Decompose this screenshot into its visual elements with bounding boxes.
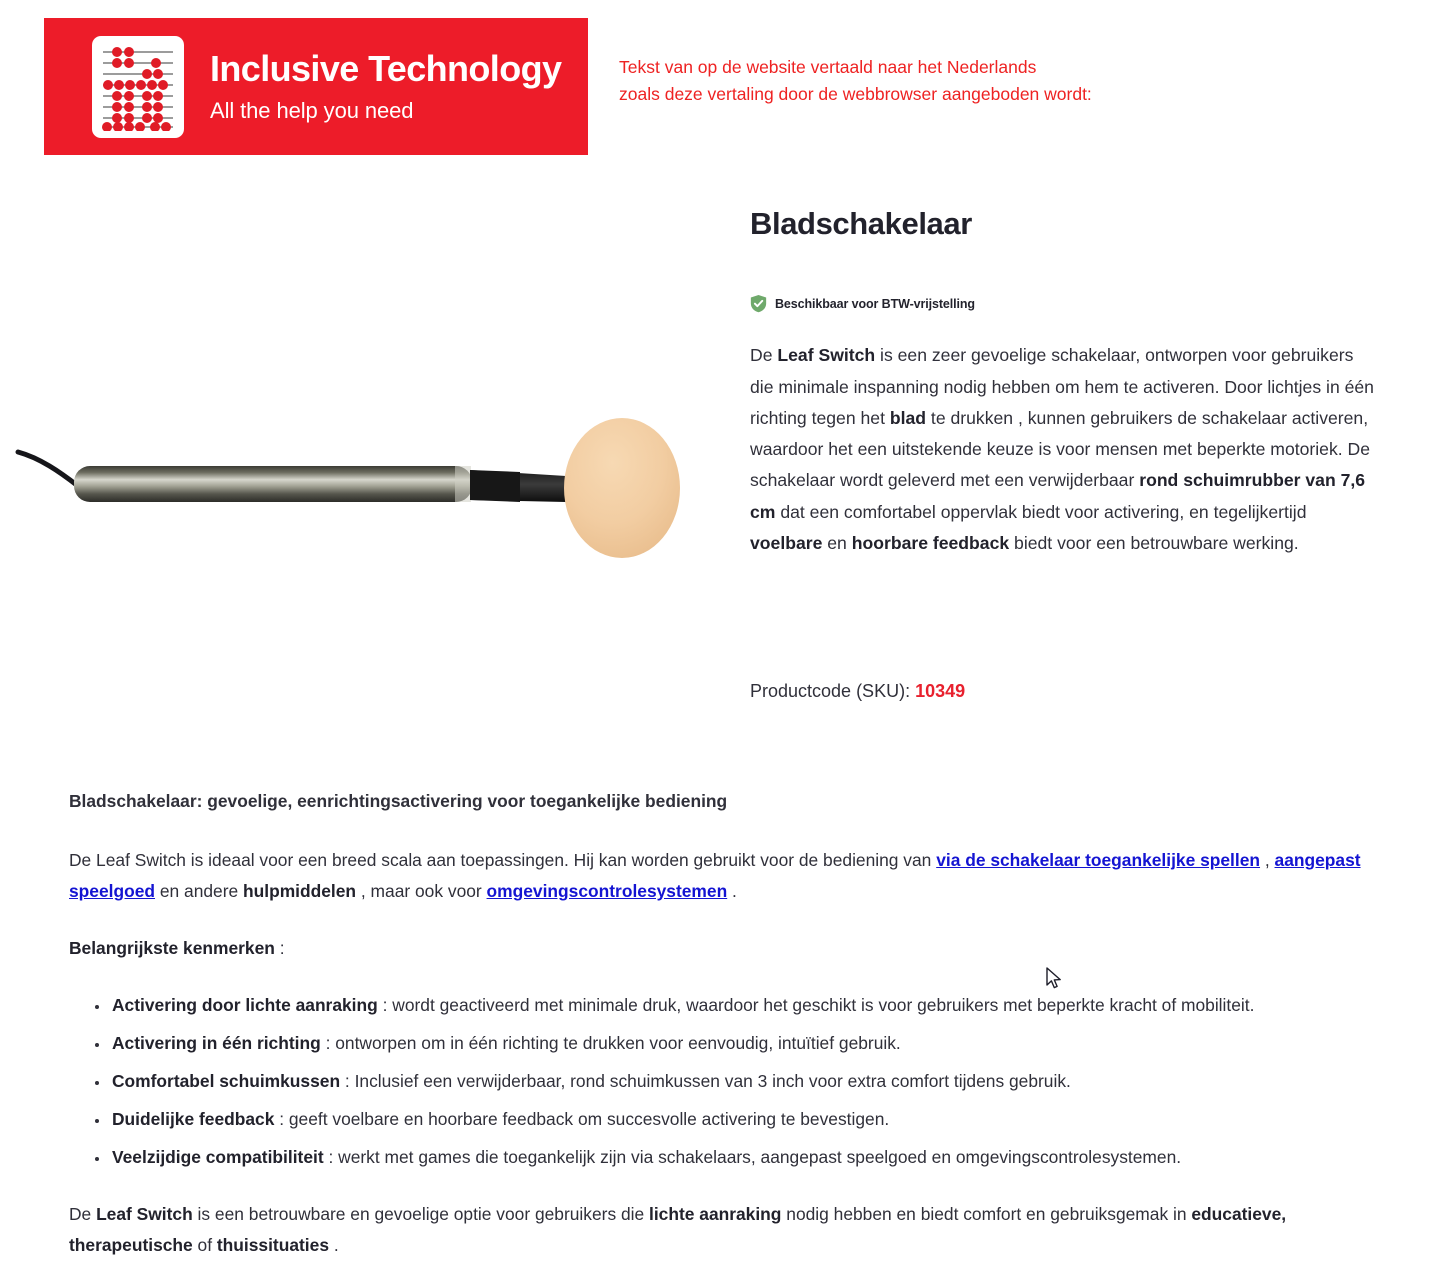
outro-bold-3: educatieve, therapeutische [69,1203,1287,1255]
intro-seg-4: , maar ook voor [356,880,487,901]
desc-seg-6: biedt voor een betrouwbare werking. [1009,533,1299,554]
desc-seg-4: dat een comfortabel oppervlak biedt voor activering, en tegelijkertijd [775,501,1307,522]
outro-seg-2: is een betrouwbare en gevoelige optie voor gebruikers die [192,1203,650,1224]
desc-bold-3: rond schuimrubber van 7,6 cm [750,470,1366,522]
logo-wordmark [210,48,562,123]
intro-seg-3: en andere [155,880,244,901]
product-sku [750,681,965,702]
article-outro-paragraph [69,1199,1414,1261]
feature-term: Activering door lichte aanraking [112,994,378,1015]
feature-desc: : werkt met games die toegankelijk zijn via schakelaars, aangepast speelgoed en omgevingscontrolesystemen. [323,1146,1182,1167]
features-heading-suffix: : [274,937,285,958]
product-long-description [69,786,1414,1287]
translation-note-line-2: zoals deze vertaling door de webbrowser aangeboden wordt: [619,84,1092,105]
desc-bold-1: Leaf Switch [777,345,876,366]
status-badge-label: Beschikbaar voor BTW-vrijstelling [775,296,975,311]
sku-label: Productcode (SKU): [750,681,911,701]
feature-desc: : wordt geactiveerd met minimale druk, waardoor het geschikt is voor gebruikers met beperkte kracht of mobiliteit. [377,994,1255,1015]
desc-seg-2: is een zeer gevoelige schakelaar, ontworpen voor gebruikers die minimale inspanning nodig hebben om hem te activeren. Door lichtjes in één richting tegen het [750,345,1374,428]
feature-list [69,990,1414,1173]
intro-seg-1: De Leaf Switch is ideaal voor een breed scala aan toepassingen. Hij kan worden gebruikt voor de bediening van [69,849,937,870]
list-item [110,990,1414,1021]
features-heading [69,933,1414,964]
desc-seg-1: De [750,345,778,366]
outro-bold-2: lichte aanraking [649,1203,782,1224]
logo-title: Inclusive Technology [210,48,562,89]
outro-bold-4: thuissituaties [216,1234,329,1255]
link-adapted-toys[interactable]: aangepast speelgoed [69,849,1361,901]
intro-bold-1: hulpmiddelen [243,880,357,901]
outro-seg-3: nodig hebben en biedt comfort en gebruiksgemak in [781,1203,1192,1224]
abacus-icon [92,36,184,138]
feature-desc: : ontworpen om in één richting te drukken voor eenvoudig, intuïtief gebruik. [320,1032,901,1053]
product-photo [0,390,720,590]
product-info-panel [750,205,1390,577]
page-title: Bladschakelaar [750,206,972,241]
desc-seg-3: te drukken , kunnen gebruikers de schakelaar activeren, waardoor het een uitstekende keuze is voor mensen met beperkte motoriek. De schakelaar wordt geleverd met een verwijderbaar [750,407,1371,491]
desc-bold-5: hoorbare feedback [851,533,1010,554]
article-heading: Bladschakelaar: gevoelige, eenrichtingsactivering voor toegankelijke bediening [69,791,728,811]
feature-term: Activering in één richting [112,1032,321,1053]
features-heading-label: Belangrijkste kenmerken [69,937,275,958]
shield-check-icon [750,294,767,313]
link-switch-accessible-games[interactable]: via de schakelaar toegankelijke spellen [936,849,1261,870]
desc-seg-5: en [822,533,852,554]
outro-bold-1: Leaf Switch [96,1203,193,1224]
logo-tagline: All the help you need [210,98,414,123]
feature-desc: : geeft voelbare en hoorbare feedback om succesvolle activering te bevestigen. [274,1108,890,1129]
site-logo-banner[interactable] [44,18,588,155]
translation-note [619,54,1092,108]
list-item [110,1142,1414,1173]
list-item [110,1104,1414,1135]
feature-term: Comfortabel schuimkussen [112,1070,341,1091]
feature-desc: : Inclusief een verwijderbaar, rond schuimkussen van 3 inch voor extra comfort tijdens gebruik. [340,1070,1071,1091]
desc-bold-2: blad [889,407,927,428]
list-item [110,1066,1414,1097]
list-item [110,1028,1414,1059]
translation-note-line-1: Tekst van op de website vertaald naar het Nederlands [619,57,1037,77]
status-badge [750,294,1390,313]
sku-value: 10349 [915,681,966,701]
intro-seg-2: , [1260,849,1275,870]
product-description [750,340,1380,559]
article-intro-paragraph [69,845,1414,907]
feature-term: Duidelijke feedback [112,1108,275,1129]
intro-seg-5: . [727,880,737,901]
desc-bold-4: voelbare [750,533,823,554]
outro-seg-5: . [329,1234,339,1255]
outro-seg-4: of [192,1234,217,1255]
feature-term: Veelzijdige compatibiliteit [112,1146,324,1167]
link-environmental-control-systems[interactable]: omgevingscontrolesystemen [486,880,728,901]
outro-seg-1: De [69,1203,97,1224]
